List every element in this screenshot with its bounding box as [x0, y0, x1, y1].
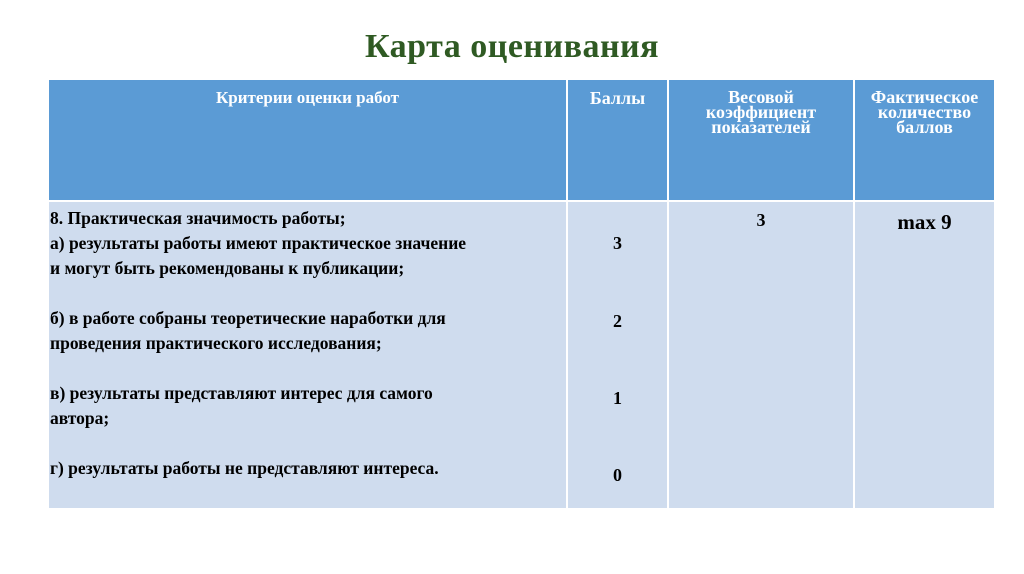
- points-cell: [567, 201, 668, 509]
- criterion-title: 8. Практическая значимость работы;: [50, 208, 346, 228]
- criterion-item-a: а) результаты работы имеют практическое значение: [50, 233, 467, 253]
- evaluation-table: [47, 78, 996, 510]
- header-row: [48, 79, 995, 201]
- criterion-item-c: в) результаты представляют интерес для самого: [50, 383, 433, 403]
- points-b: 2: [613, 311, 622, 331]
- table-row: [48, 201, 995, 509]
- actual-cell: max 9: [854, 201, 995, 509]
- points-d: 0: [613, 465, 622, 485]
- header-points: Баллы: [567, 79, 668, 201]
- weight-cell: 3: [668, 201, 854, 509]
- criterion-item-d: г) результаты работы не представляют интереса.: [50, 458, 439, 478]
- points-c: 1: [613, 388, 622, 408]
- header-criteria: Критерии оценки работ: [48, 79, 567, 201]
- page-title: Карта оценивания: [364, 28, 660, 65]
- criterion-item-b: б) в работе собраны теоретические наработки для: [50, 308, 446, 328]
- header-weight: Весовой коэффициент показателей: [668, 79, 854, 201]
- criteria-cell: 8. Практическая значимость работы; а) результаты работы имеют практическое значение и могут быть рекомендованы к публикации; б) в работе собраны теоретические наработки для проведения практического исследования; в) результаты представляют интерес для самого автора; г) результаты работы не представляют интереса.: [48, 201, 567, 509]
- header-actual: Фактическое количество баллов: [854, 79, 995, 201]
- points-a: 3: [613, 233, 622, 253]
